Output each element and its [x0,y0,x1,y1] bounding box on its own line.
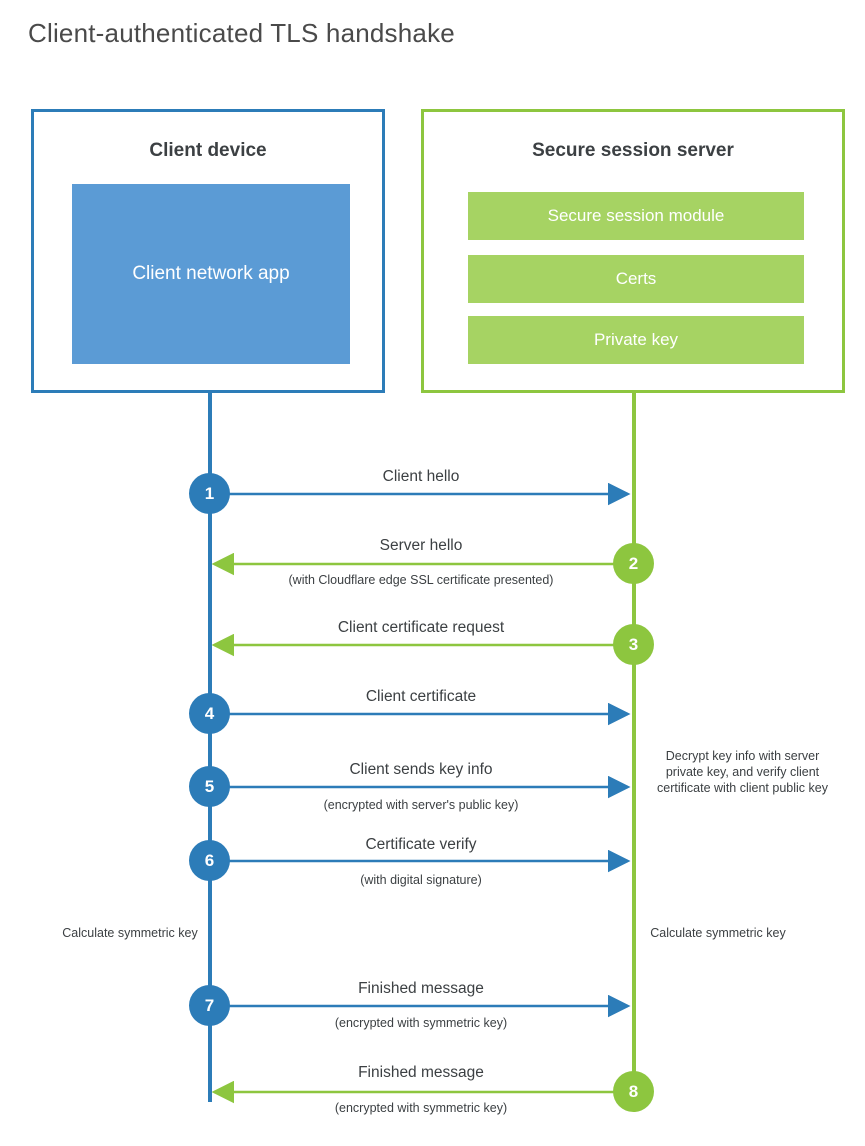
step-badge-8: 8 [613,1071,654,1112]
server-module-secure-session: Secure session module [468,192,804,240]
step-2-label: Server hello [379,537,463,554]
step-6-sublabel: (with digital signature) [360,873,482,887]
secure-session-server-box [421,109,845,393]
server-symmetric-key-note: Calculate symmetric key [650,926,786,940]
client-symmetric-key-note: Calculate symmetric key [62,926,198,940]
client-device-title: Client device [149,140,267,161]
step-1-label: Client hello [382,468,460,485]
server-decrypt-note: Decrypt key info with server private key, and verify client certificate with client public key [657,749,828,795]
step-8-sublabel: (encrypted with symmetric key) [334,1101,508,1115]
page-title: Client-authenticated TLS handshake [28,18,455,48]
step-badge-2: 2 [613,543,654,584]
server-module-private-key: Private key [468,316,804,364]
server-module-certs: Certs [468,255,804,303]
step-7-sublabel: (encrypted with symmetric key) [334,1016,508,1030]
step-badge-6: 6 [189,840,230,881]
client-device-box [31,109,385,393]
step-5-label: Client sends key info [349,761,493,778]
step-7-label: Finished message [358,980,484,997]
step-5-sublabel: (encrypted with server's public key) [323,798,519,812]
secure-session-server-title: Secure session server [532,140,734,161]
server-lifeline [632,392,636,1102]
step-2-sublabel: (with Cloudflare edge SSL certificate presented) [288,573,554,587]
step-8-label: Finished message [358,1064,484,1081]
step-badge-7: 7 [189,985,230,1026]
step-badge-1: 1 [189,473,230,514]
step-6-label: Certificate verify [365,836,477,853]
step-3-label: Client certificate request [337,619,505,636]
step-badge-4: 4 [189,693,230,734]
client-network-app: Client network app [72,184,350,364]
step-badge-5: 5 [189,766,230,807]
step-badge-3: 3 [613,624,654,665]
step-4-label: Client certificate [365,688,477,705]
